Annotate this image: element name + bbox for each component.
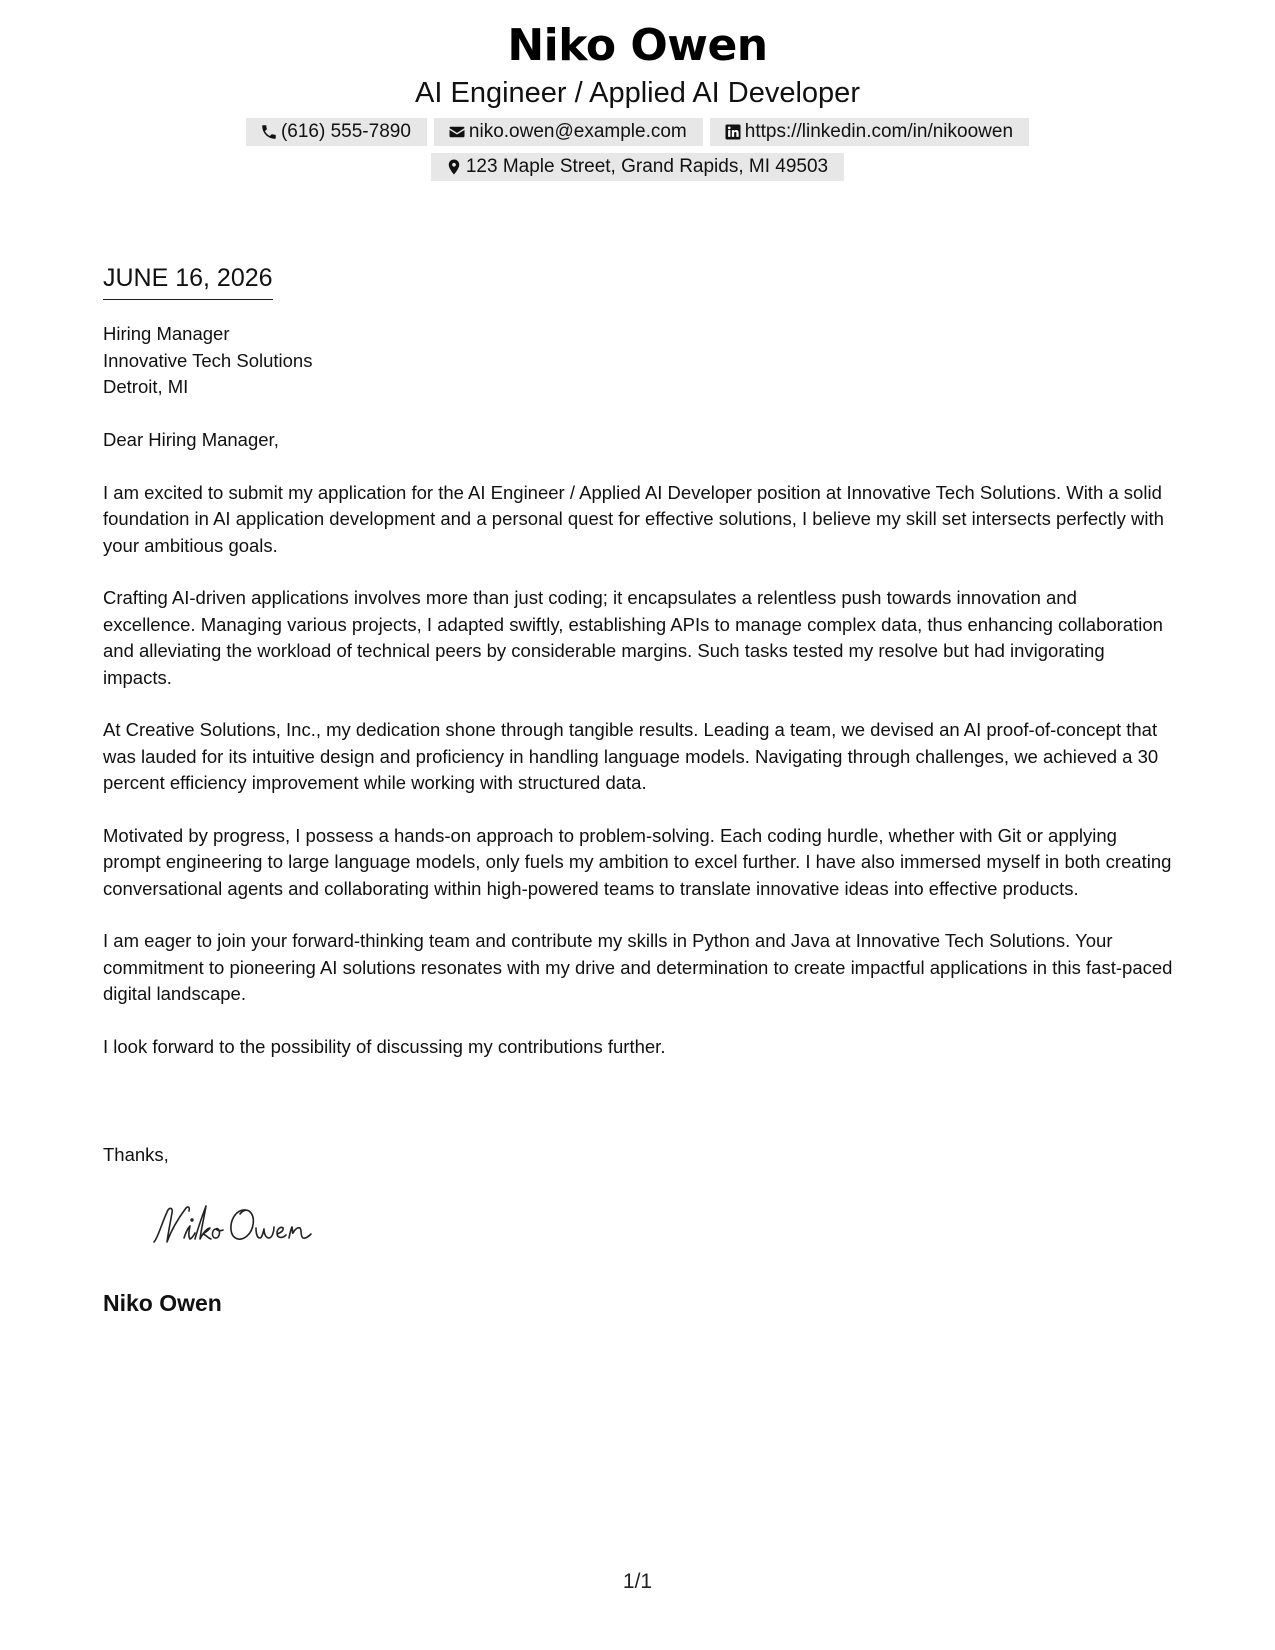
signer-name: Niko Owen [103, 1290, 222, 1316]
applicant-name: Niko Owen [507, 20, 768, 71]
contact-linkedin[interactable] [710, 118, 1029, 146]
recipient-title: Hiring Manager [103, 323, 230, 344]
closing-line: Thanks, [103, 1144, 169, 1165]
contact-address-text: 123 Maple Street, Grand Rapids, MI 49503 [465, 156, 829, 177]
body-paragraph: At Creative Solutions, Inc., my dedication shone through tangible results. Leading a team, we devised an AI proof-of-concept that was lauded for its intuitive design and proficiency in handling language models. Navigating through challenges, we achieved a 30 percent efficiency improvement while working with structured data. [103, 719, 1159, 793]
recipient-block [103, 321, 312, 401]
phone-icon [260, 123, 278, 141]
body-paragraph: I am excited to submit my application for the AI Engineer / Applied AI Developer position at Innovative Tech Solutions. With a solid foundation in AI application development and a personal quest for effective solutions, I believe my skill set intersects perfectly with your ambitious goals. [103, 481, 1164, 556]
contact-email-text: niko.owen@example.com [468, 121, 687, 142]
body-paragraph: I look forward to the possibility of discussing my contributions further. [103, 1035, 666, 1057]
page-indicator: 1/1 [622, 1570, 653, 1593]
envelope-icon [448, 123, 466, 141]
handwritten-signature [148, 1198, 323, 1252]
letter-body [103, 427, 1173, 1086]
body-paragraph: Motivated by progress, I possess a hands-on approach to problem-solving. Each coding hurdle, whether with Git or applying prompt engineering to large language models, only fuels my ambition to excel further. I have also immersed myself in both creating conversational agents and collaborating within high-powered teams to translate innovative ideas into effective products. [103, 824, 1172, 899]
map-marker-icon [445, 158, 463, 176]
linkedin-icon [724, 123, 742, 141]
letter-header [0, 18, 1275, 181]
letter-date-block [103, 263, 273, 300]
recipient-company: Innovative Tech Solutions [103, 349, 313, 371]
body-paragraph: I am eager to join your forward-thinking team and contribute my skills in Python and Java at Innovative Tech Solutions. Your commitment to pioneering AI solutions resonates with my drive and determination to create impactful applications in this fast-paced digital landscape. [103, 930, 1173, 1004]
recipient-location: Detroit, MI [103, 376, 189, 397]
contact-address [431, 153, 844, 181]
contact-linkedin-text: https://linkedin.com/in/nikoowen [744, 121, 1014, 142]
contact-phone-text: (616) 555-7890 [280, 121, 411, 142]
letter-date: JUNE 16, 2026 [103, 263, 273, 300]
contact-email[interactable] [434, 118, 703, 146]
contact-bar [0, 118, 1275, 181]
contact-phone [246, 118, 427, 146]
applicant-role: AI Engineer / Applied AI Developer [415, 77, 860, 109]
salutation: Dear Hiring Manager, [103, 429, 279, 450]
body-paragraph: Crafting AI-driven applications involves more than just coding; it encapsulates a relentless push towards innovation and excellence. Managing various projects, I adapted swiftly, establishing APIs to manage complex data, thus enhancing collaboration and alleviating the workload of technical peers by considerable margins. Such tasks tested my resolve but had invigorating impacts. [103, 587, 1163, 688]
